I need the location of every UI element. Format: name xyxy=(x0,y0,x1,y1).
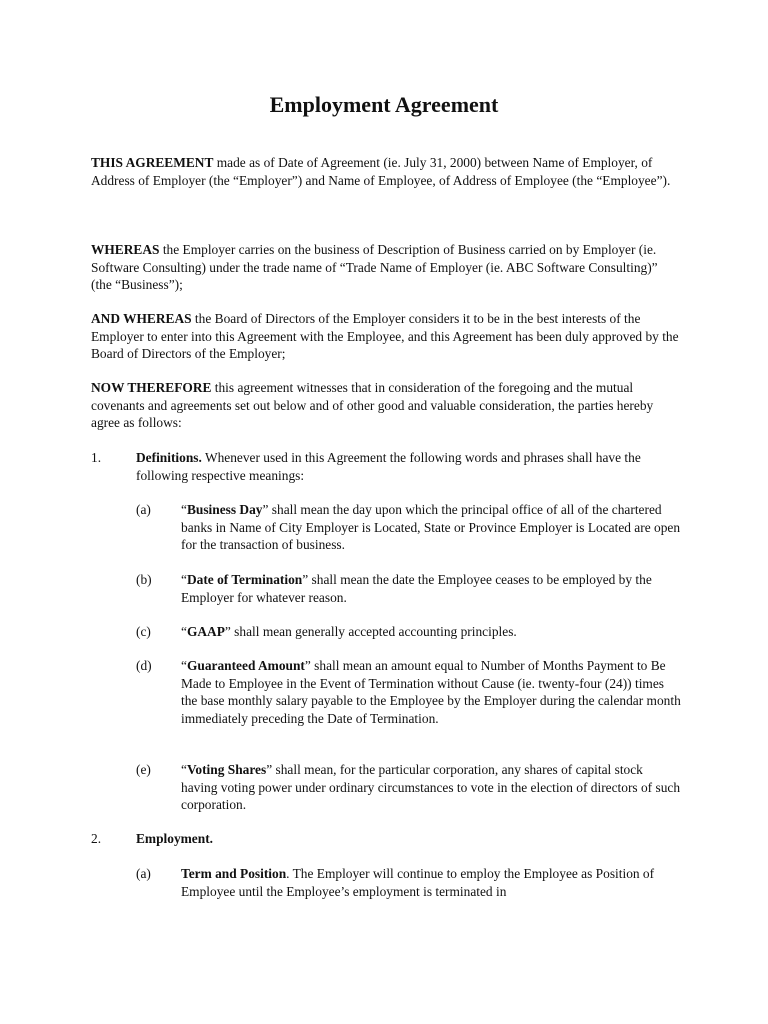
definition-voting-shares xyxy=(181,761,681,814)
section-text: Whenever used in this Agreement the following words and phrases shall have the following respective meanings: xyxy=(136,450,641,483)
item-label: (a) xyxy=(136,502,151,517)
recital-text: the Employer carries on the business of Description of Business carried on by Employer (ie. Software Consulting) under the trade name of “Trade Name of Employer (ie. ABC Software Consulting)” (the “Business”); xyxy=(91,242,658,292)
item-open-quote: “ xyxy=(181,572,187,587)
item-text: ” shall mean the day upon which the principal office of all of the chartered banks in Name of City Employer is Located, State or Province Employer is Located are open for the transaction of business. xyxy=(181,502,681,552)
recital-lead: WHEREAS xyxy=(91,242,160,257)
item-text: ” shall mean, for the particular corporation, any shares of capital stock having voting power under ordinary circumstances to vote in the election of directors of such corporation. xyxy=(181,762,681,812)
item-text: ” shall mean an amount equal to Number of Months Payment to Be Made to Employee in the Event of Termination without Cause (ie. twenty-four (24)) times the base monthly salary payable to the Employee by the Employer during the calendar month immediately preceding the Date of Termination. xyxy=(181,658,681,726)
item-label: (b) xyxy=(136,572,152,587)
item-label: (d) xyxy=(136,658,152,673)
item-text: . The Employer will continue to employ the Employee as Position of Employee until the Employee’s employment is terminated in xyxy=(181,866,655,899)
section-definitions xyxy=(136,449,656,484)
document-title: Employment Agreement xyxy=(269,92,499,117)
section-heading: Employment. xyxy=(136,831,213,846)
recital-and-whereas xyxy=(91,310,681,363)
item-open-quote: “ xyxy=(181,658,187,673)
item-open-quote: “ xyxy=(181,762,187,777)
recital-lead: NOW THEREFORE xyxy=(91,380,212,395)
section-number: 1. xyxy=(91,450,102,465)
definition-gaap xyxy=(181,623,681,641)
item-term: Date of Termination xyxy=(186,572,303,587)
section-employment xyxy=(136,830,656,848)
item-label: (e) xyxy=(136,762,151,777)
item-text: ” shall mean the date the Employee ceases to be employed by the Employer for whatever reason. xyxy=(181,572,652,605)
recital-text: the Board of Directors of the Employer considers it to be in the best interests of the Employer to enter into this Agreement with the Employee, and this Agreement has been duly approved by the Board of Directors of the Employer; xyxy=(91,311,679,361)
preamble-lead: THIS AGREEMENT xyxy=(91,155,214,170)
item-term: Guaranteed Amount xyxy=(186,658,305,673)
item-term: GAAP xyxy=(186,624,225,639)
recital-lead: AND WHEREAS xyxy=(91,311,192,326)
clause-term-and-position xyxy=(181,865,681,900)
item-open-quote: “ xyxy=(181,624,187,639)
recital-text: this agreement witnesses that in consideration of the foregoing and the mutual covenants and agreements set out below and of other good and valuable consideration, the parties hereby agree as follows: xyxy=(91,380,654,430)
item-term: Business Day xyxy=(186,502,263,517)
item-term: Voting Shares xyxy=(186,762,267,777)
item-label: (c) xyxy=(136,624,151,639)
recital-now-therefore xyxy=(91,379,681,432)
item-text: ” shall mean generally accepted accounting principles. xyxy=(224,624,517,639)
section-heading: Definitions. xyxy=(136,450,202,465)
item-open-quote: “ xyxy=(181,502,187,517)
section-number: 2. xyxy=(91,831,102,846)
preamble-text: made as of Date of Agreement (ie. July 31, 2000) between Name of Employer, of Address of Employer (the “Employer”) and Name of Employee, of Address of Employee (the “Employee”). xyxy=(91,155,671,188)
definition-guaranteed-amount xyxy=(181,657,681,727)
definition-date-of-termination xyxy=(181,571,681,606)
item-term: Term and Position xyxy=(181,866,287,881)
definition-business-day xyxy=(181,501,681,554)
recital-whereas xyxy=(91,241,681,294)
item-label: (a) xyxy=(136,866,151,881)
preamble-paragraph xyxy=(91,154,681,189)
